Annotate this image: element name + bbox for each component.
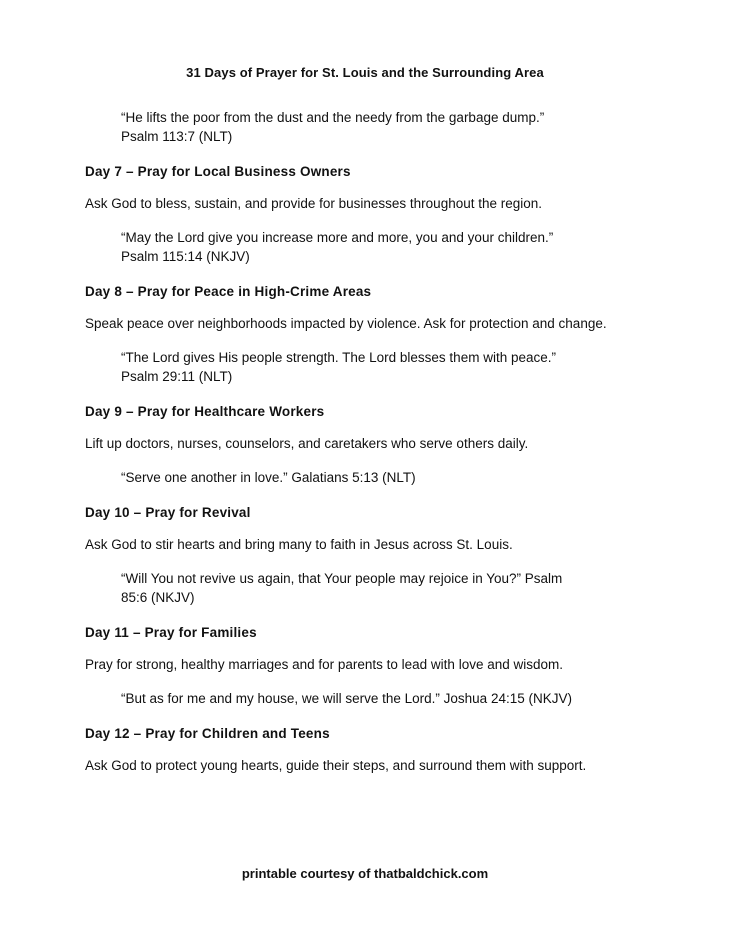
day-7-verse	[121, 228, 665, 266]
day-11-verse	[121, 689, 665, 708]
prayer-list	[85, 108, 665, 790]
day-8-verse	[121, 348, 665, 386]
day-12-heading: Day 12 – Pray for Children and Teens	[85, 726, 330, 741]
verse-text: “Will You not revive us again, that Your people may rejoice in You?” Psalm	[121, 571, 563, 586]
verse-text: “He lifts the poor from the dust and the needy from the garbage dump.”	[121, 110, 545, 125]
verse-reference: Psalm 113:7 (NLT)	[121, 129, 233, 144]
verse-reference: 85:6 (NKJV)	[121, 590, 195, 605]
day-9-prayer: Lift up doctors, nurses, counselors, and caretakers who serve others daily.	[85, 436, 529, 451]
opening-verse	[121, 108, 665, 146]
verse-reference: Psalm 29:11 (NLT)	[121, 369, 233, 384]
verse-reference: Joshua 24:15 (NKJV)	[443, 691, 572, 706]
verse-text: “The Lord gives His people strength. The Lord blesses them with peace.”	[121, 350, 556, 365]
day-10-heading: Day 10 – Pray for Revival	[85, 505, 251, 520]
footer-credit: printable courtesy of thatbaldchick.com	[241, 866, 489, 881]
day-9-verse	[121, 468, 665, 487]
verse-text: “Serve one another in love.”	[121, 470, 288, 485]
day-7-prayer: Ask God to bless, sustain, and provide for businesses throughout the region.	[85, 196, 543, 211]
day-8-heading: Day 8 – Pray for Peace in High-Crime Areas	[85, 284, 372, 299]
day-8-prayer: Speak peace over neighborhoods impacted by violence. Ask for protection and change.	[85, 316, 607, 331]
verse-reference: Galatians 5:13 (NLT)	[291, 470, 416, 485]
verse-text: “May the Lord give you increase more and more, you and your children.”	[121, 230, 554, 245]
page-title: 31 Days of Prayer for St. Louis and the Surrounding Area	[186, 65, 544, 80]
day-7-heading: Day 7 – Pray for Local Business Owners	[85, 164, 351, 179]
verse-text: “But as for me and my house, we will serve the Lord.”	[121, 691, 440, 706]
day-9-heading: Day 9 – Pray for Healthcare Workers	[85, 404, 325, 419]
day-12-prayer: Ask God to protect young hearts, guide their steps, and surround them with support.	[85, 758, 587, 773]
verse-reference: Psalm 115:14 (NKJV)	[121, 249, 250, 264]
day-10-verse	[121, 569, 665, 607]
day-11-heading: Day 11 – Pray for Families	[85, 625, 257, 640]
day-11-prayer: Pray for strong, healthy marriages and for parents to lead with love and wisdom.	[85, 657, 563, 672]
day-10-prayer: Ask God to stir hearts and bring many to faith in Jesus across St. Louis.	[85, 537, 513, 552]
